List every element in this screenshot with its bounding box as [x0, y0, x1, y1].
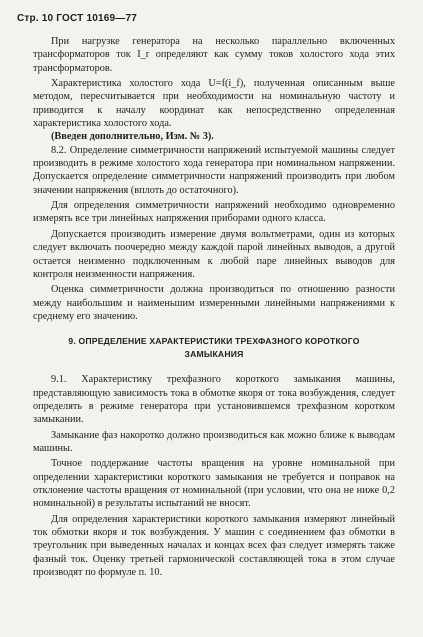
paragraph-two-voltmeters: Допускается производить измерение двумя вольтметрами, один из которых следует включать поочередно между каждой парой линейных выводов, а другой остается неизменно подключенным к любой паре линейных выводов для контроля неизменности напряжения.	[33, 228, 395, 280]
paragraph-no-load-characteristic: Характеристика холостого хода U=f(i_f), полученная описанным выше методом, пересчитывается при необходимости на номинальную частоту и приводится к началу координат как непосредственно определенная характеристика холостого хода.	[33, 78, 395, 130]
paragraph-8-2: 8.2. Определение симметричности напряжений испытуемой машины следует производить в режиме холостого хода генератора при номинальном напряжении. Допускается определение симметричности напряжений производить при любом значении напряжения (вплоть до остаточного).	[33, 144, 395, 196]
paragraph-speed-maintenance: Точное поддержание частоты вращения на уровне номинальной при определении характеристики короткого замыкания не требуется и поправок на отклонение частоты вращения от номинальной (при условии, что она не ниже 0,2 номинальной) в результаты испытаний не вносят.	[33, 458, 395, 510]
section-9-heading: 9. ОПРЕДЕЛЕНИЕ ХАРАКТЕРИСТИКИ ТРЕХФАЗНОГО КОРОТКОГО ЗАМЫКАНИЯ	[68, 336, 360, 360]
paragraph-measurement-currents: Для определения характеристики короткого замыкания измеряют линейный ток обмотки якоря и ток возбуждения. У машин с соединением фаз обмотки в треугольник при выведенных началах и концах всех фаз следует измерять также фазный ток. Оценку третьей гармонической составляющей тока в этом случае производят по формуле п. 10.	[33, 513, 395, 579]
paragraph-simultaneous-measure: Для определения симметричности напряжений необходимо одновременно измерять все три линейных напряжения приборами одного класса.	[33, 200, 395, 225]
paragraph-symmetry-estimate: Оценка симметричности должна производиться по отношению разности между наибольшим и наименьшим измеренными линейными напряжениями к среднему его значению.	[33, 284, 395, 322]
paragraph-load-current: При нагрузке генератора на несколько параллельно включенных трансформаторов ток I_r определяют как сумму токов холостого хода этих трансформаторов.	[33, 36, 395, 74]
paragraph-9-1: 9.1. Характеристику трехфазного короткого замыкания машины, представляющую зависимость тока в обмотке якоря от тока возбуждения, следует определять в режиме генератора при установившемся трехфазном коротком замыкании.	[33, 374, 395, 426]
page-body	[33, 35, 395, 579]
page-header: Стр. 10 ГОСТ 10169—77	[17, 13, 137, 24]
paragraph-short-circuit-location: Замыкание фаз накоротко должно производиться как можно ближе к выводам машины.	[33, 429, 395, 454]
amendment-note: (Введен дополнительно, Изм. № 3).	[51, 131, 214, 143]
